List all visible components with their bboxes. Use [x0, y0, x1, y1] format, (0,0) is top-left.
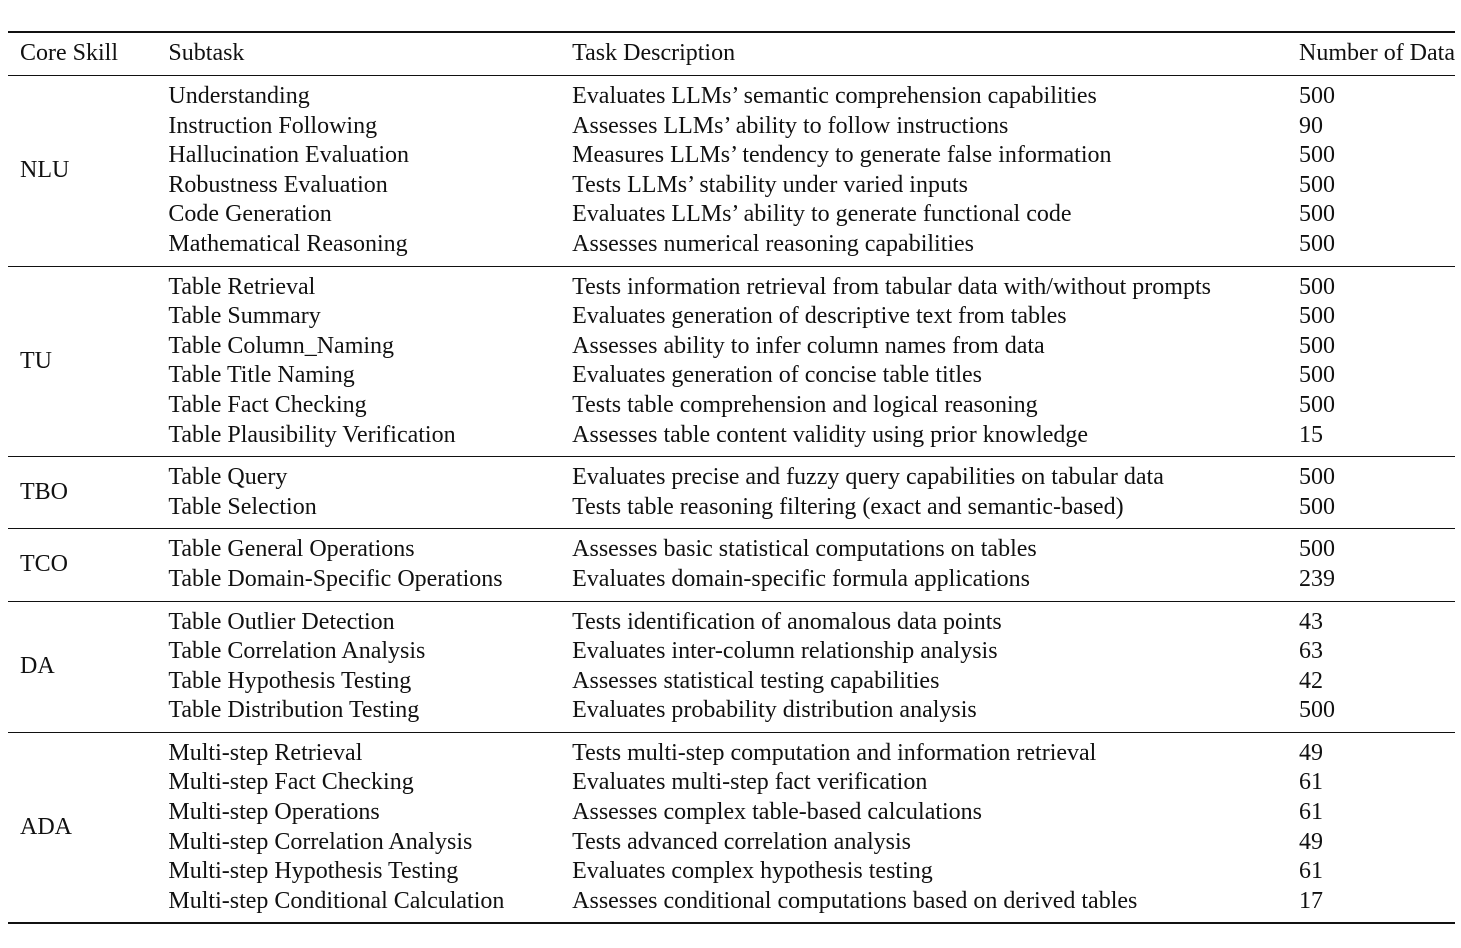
subtask-cell: Table Outlier Detection: [168, 608, 395, 635]
number-of-data-cell: 500: [1299, 493, 1336, 520]
number-of-data-cell: 42: [1299, 667, 1324, 694]
table-row: [8, 732, 1455, 768]
task-description-cell: Evaluates inter-column relationship analysis: [572, 638, 998, 665]
table-row: [8, 200, 1455, 230]
number-of-data-cell: 43: [1299, 608, 1324, 635]
number-of-data-cell: 500: [1299, 536, 1336, 563]
core-skill-cell: TU: [20, 347, 52, 374]
header-number-of-data: Number of Data: [1299, 40, 1455, 67]
task-description-cell: Tests identification of anomalous data points: [572, 608, 1002, 635]
number-of-data-cell: 500: [1299, 391, 1336, 418]
number-of-data-cell: 63: [1299, 638, 1324, 665]
task-description-cell: Evaluates precise and fuzzy query capabilities on tabular data: [572, 464, 1164, 491]
table-row: [8, 421, 1455, 457]
task-description-cell: Assesses complex table-based calculations: [572, 799, 983, 826]
task-description-cell: Assesses table content validity using prior knowledge: [572, 421, 1089, 448]
number-of-data-cell: 61: [1299, 769, 1324, 796]
subtask-cell: Multi-step Fact Checking: [168, 769, 414, 796]
core-skill-cell: NLU: [20, 156, 70, 183]
benchmark-table: [8, 31, 1455, 924]
number-of-data-cell: 500: [1299, 201, 1336, 228]
core-skill-cell: TBO: [20, 478, 68, 505]
subtask-cell: Multi-step Operations: [168, 799, 380, 826]
subtask-cell: Table Selection: [168, 493, 317, 520]
task-description-cell: Tests information retrieval from tabular data with/without prompts: [572, 273, 1211, 300]
task-description-cell: Tests multi-step computation and information retrieval: [572, 739, 1097, 766]
benchmark-table-container: [8, 31, 1455, 924]
subtask-cell: Table Fact Checking: [168, 391, 367, 418]
number-of-data-cell: 500: [1299, 230, 1336, 257]
table-row: [8, 76, 1455, 112]
number-of-data-cell: 500: [1299, 273, 1336, 300]
subtask-cell: Table Retrieval: [168, 273, 316, 300]
task-description-cell: Tests advanced correlation analysis: [572, 828, 911, 855]
task-description-cell: Evaluates complex hypothesis testing: [572, 858, 933, 885]
header-subtask: Subtask: [168, 40, 245, 67]
core-skill-cell: TCO: [20, 551, 68, 578]
table-row: [8, 828, 1455, 858]
task-description-cell: Assesses ability to infer column names from data: [572, 332, 1045, 359]
subtask-cell: Table General Operations: [168, 536, 415, 563]
subtask-cell: Multi-step Retrieval: [168, 739, 363, 766]
table-row: [8, 637, 1455, 667]
number-of-data-cell: 500: [1299, 362, 1336, 389]
subtask-cell: Table Plausibility Verification: [168, 421, 456, 448]
table-header: [8, 32, 1455, 76]
number-of-data-cell: 500: [1299, 303, 1336, 330]
number-of-data-cell: 15: [1299, 421, 1324, 448]
subtask-cell: Table Summary: [168, 303, 321, 330]
number-of-data-cell: 500: [1299, 83, 1336, 109]
table-row: [8, 171, 1455, 201]
subtask-cell: Table Title Naming: [168, 362, 355, 389]
subtask-cell: Hallucination Evaluation: [168, 142, 410, 169]
task-description-cell: Assesses numerical reasoning capabilities: [572, 230, 975, 257]
task-description-cell: Tests table comprehension and logical reasoning: [572, 391, 1038, 418]
table-row: [8, 361, 1455, 391]
table-row: [8, 565, 1455, 601]
table-row: [8, 302, 1455, 332]
number-of-data-cell: 17: [1299, 887, 1324, 914]
task-description-cell: Assesses LLMs’ ability to follow instructions: [572, 112, 1009, 139]
task-description-cell: Evaluates LLMs’ semantic comprehension capabilities: [572, 83, 1097, 109]
task-description-cell: Assesses conditional computations based on derived tables: [572, 887, 1138, 914]
subtask-cell: Table Hypothesis Testing: [168, 667, 412, 694]
skill-group: [8, 732, 1455, 923]
task-description-cell: Assesses basic statistical computations on tables: [572, 536, 1037, 563]
number-of-data-cell: 500: [1299, 464, 1336, 491]
table-row: [8, 667, 1455, 697]
task-description-cell: Evaluates domain-specific formula applications: [572, 565, 1030, 592]
skill-group: [8, 266, 1455, 457]
skill-group: [8, 76, 1455, 267]
header-row: [8, 32, 1455, 76]
header-task-description: Task Description: [572, 40, 736, 67]
table-row: [8, 266, 1455, 302]
table-row: [8, 529, 1455, 565]
table-row: [8, 768, 1455, 798]
skill-group: [8, 529, 1455, 601]
table-row: [8, 112, 1455, 142]
number-of-data-cell: 500: [1299, 697, 1336, 724]
subtask-cell: Multi-step Correlation Analysis: [168, 828, 473, 855]
table-row: [8, 601, 1455, 637]
task-description-cell: Tests table reasoning filtering (exact and semantic-based): [572, 493, 1124, 520]
skill-group: [8, 457, 1455, 529]
task-description-cell: Evaluates multi-step fact verification: [572, 769, 928, 796]
core-skill-cell: DA: [20, 652, 55, 679]
subtask-cell: Understanding: [168, 83, 310, 109]
number-of-data-cell: 500: [1299, 332, 1336, 359]
task-description-cell: Evaluates probability distribution analysis: [572, 697, 977, 724]
number-of-data-cell: 61: [1299, 799, 1324, 826]
number-of-data-cell: 49: [1299, 828, 1324, 855]
task-description-cell: Evaluates generation of descriptive text from tables: [572, 303, 1067, 330]
subtask-cell: Table Column_Naming: [168, 332, 395, 359]
task-description-cell: Evaluates generation of concise table titles: [572, 362, 982, 389]
table-row: [8, 230, 1455, 266]
task-description-cell: Evaluates LLMs’ ability to generate functional code: [572, 201, 1072, 228]
table-row: [8, 887, 1455, 924]
table-row: [8, 857, 1455, 887]
number-of-data-cell: 90: [1299, 112, 1324, 139]
subtask-cell: Multi-step Conditional Calculation: [168, 887, 505, 914]
skill-group: [8, 601, 1455, 732]
subtask-cell: Robustness Evaluation: [168, 171, 388, 198]
table-row: [8, 493, 1455, 529]
subtask-cell: Table Query: [168, 464, 288, 491]
number-of-data-cell: 239: [1299, 565, 1336, 592]
table-row: [8, 332, 1455, 362]
table-row: [8, 457, 1455, 493]
number-of-data-cell: 500: [1299, 142, 1336, 169]
subtask-cell: Table Domain-Specific Operations: [168, 565, 503, 592]
number-of-data-cell: 61: [1299, 858, 1324, 885]
header-core-skill: Core Skill: [20, 40, 119, 67]
subtask-cell: Instruction Following: [168, 112, 378, 139]
number-of-data-cell: 49: [1299, 739, 1324, 766]
task-description-cell: Assesses statistical testing capabilities: [572, 667, 940, 694]
task-description-cell: Measures LLMs’ tendency to generate false information: [572, 142, 1112, 169]
table-row: [8, 798, 1455, 828]
table-row: [8, 696, 1455, 732]
subtask-cell: Multi-step Hypothesis Testing: [168, 858, 459, 885]
core-skill-cell: ADA: [20, 813, 72, 840]
task-description-cell: Tests LLMs’ stability under varied inputs: [572, 171, 968, 198]
subtask-cell: Mathematical Reasoning: [168, 230, 408, 257]
subtask-cell: Table Correlation Analysis: [168, 638, 426, 665]
table-row: [8, 391, 1455, 421]
number-of-data-cell: 500: [1299, 171, 1336, 198]
subtask-cell: Table Distribution Testing: [168, 697, 420, 724]
subtask-cell: Code Generation: [168, 201, 332, 228]
table-row: [8, 141, 1455, 171]
